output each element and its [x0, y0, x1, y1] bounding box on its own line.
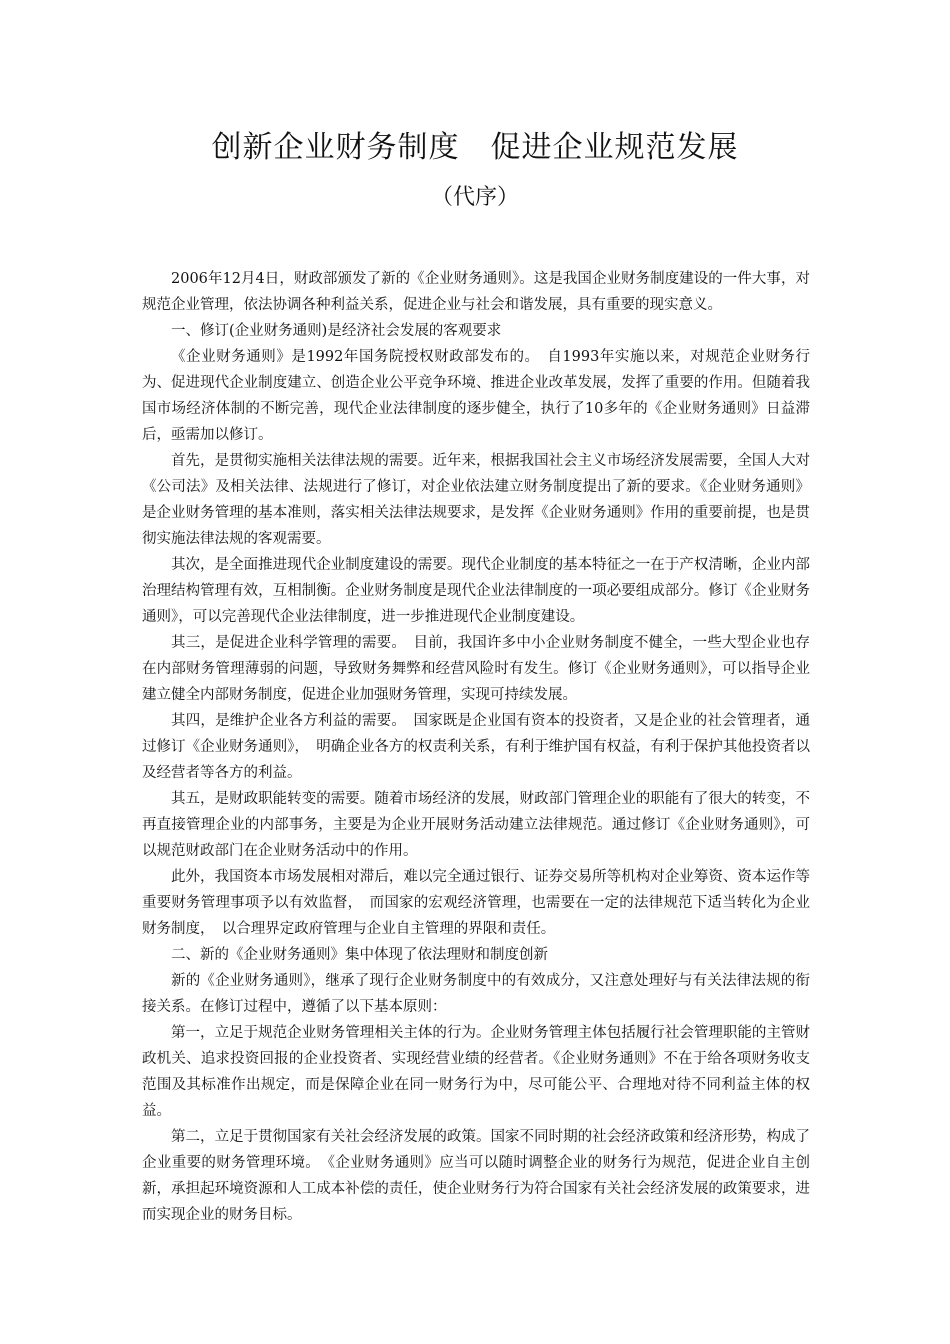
paragraph: 首先，是贯彻实施相关法律法规的需要。近年来，根据我国社会主义市场经济发展需要，全国人大对《公司法》及相关法律、法规进行了修订，对企业依法建立财务制度提出了新的要求。《企业财务通则》是企业财务管理的基本准则，落实相关法律法规要求，是发挥《企业财务通则》作用的重要前提，也是贯彻实施法律法规的客观需要。	[142, 453, 810, 547]
paragraph: 2006年12月4日，财政部颁发了新的《企业财务通则》。这是我国企业财务制度建设的一件大事，对规范企业管理，依法协调各种利益关系，促进企业与社会和谐发展，具有重要的现实意义。	[142, 271, 810, 313]
document-subtitle: （代序）	[430, 185, 519, 210]
section-heading: 一、修订(企业财务通则)是经济社会发展的客观要求	[171, 323, 502, 339]
paragraph: 第二，立足于贯彻国家有关社会经济发展的政策。国家不同时期的社会经济政策和经济形势，构成了企业重要的财务管理环境。 《企业财务通则》应当可以随时调整企业的财务行为规范，促进企业自主创新，承担起环境资源和人工成本补偿的责任，使企业财务行为符合国家有关社会经济发展的政策要求，进而实现企业的财务目标。	[142, 1129, 810, 1223]
document-title: 创新企业财务制度 促进企业规范发展	[211, 130, 739, 165]
paragraph: 第一，立足于规范企业财务管理相关主体的行为。企业财务管理主体包括履行社会管理职能的主管财政机关、追求投资回报的企业投资者、实现经营业绩的经营者。《企业财务通则》不在于给各项财务收支范围及其标准作出规定，而是保障企业在同一财务行为中，尽可能公平、合理地对待不同利益主体的权益。	[142, 1025, 810, 1119]
paragraph: 此外，我国资本市场发展相对滞后，难以完全通过银行、证券交易所等机构对企业筹资、资本运作等重要财务管理事项予以有效监督， 而国家的宏观经济管理，也需要在一定的法律规范下适当转化为企业财务制度， 以合理界定政府管理与企业自主管理的界限和责任。	[142, 869, 810, 937]
paragraph: 《企业财务通则》是1992年国务院授权财政部发布的。 自1993年实施以来，对规范企业财务行为、促进现代企业制度建立、创造企业公平竞争环境、推进企业改革发展，发挥了重要的作用。但随着我国市场经济体制的不断完善，现代企业法律制度的逐步健全，执行了10多年的《企业财务通则》日益滞后，亟需加以修订。	[142, 349, 810, 443]
paragraph: 其三，是促进企业科学管理的需要。 目前，我国许多中小企业财务制度不健全，一些大型企业也存在内部财务管理薄弱的问题，导致财务舞弊和经营风险时有发生。修订《企业财务通则》，可以指导企业建立健全内部财务制度，促进企业加强财务管理，实现可持续发展。	[142, 635, 810, 703]
document-body	[142, 266, 810, 1228]
paragraph: 其次，是全面推进现代企业制度建设的需要。现代企业制度的基本特征之一在于产权清晰，企业内部治理结构管理有效，互相制衡。企业财务制度是现代企业法律制度的一项必要组成部分。修订《企业财务通则》，可以完善现代企业法律制度，进一步推进现代企业制度建设。	[142, 557, 810, 625]
paragraph: 新的《企业财务通则》，继承了现行企业财务制度中的有效成分，又注意处理好与有关法律法规的衔接关系。在修订过程中，遵循了以下基本原则：	[142, 973, 810, 1015]
paragraph: 其五，是财政职能转变的需要。随着市场经济的发展，财政部门管理企业的职能有了很大的转变，不再直接管理企业的内部事务，主要是为企业开展财务活动建立法律规范。通过修订《企业财务通则》，可以规范财政部门在企业财务活动中的作用。	[142, 791, 810, 859]
paragraph: 其四，是维护企业各方利益的需要。 国家既是企业国有资本的投资者，又是企业的社会管理者，通过修订《企业财务通则》， 明确企业各方的权责利关系，有利于维护国有权益，有利于保护其他投资者以及经营者等各方的利益。	[142, 713, 810, 781]
section-heading: 二、新的《企业财务通则》集中体现了依法理财和制度创新	[171, 947, 548, 963]
